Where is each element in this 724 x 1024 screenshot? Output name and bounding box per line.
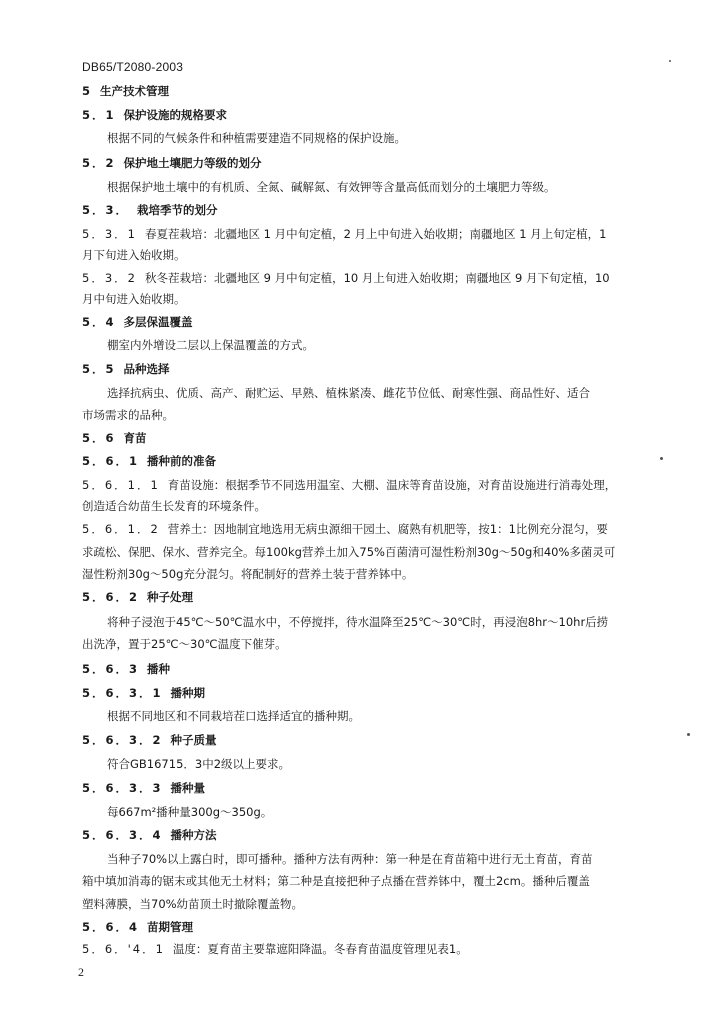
line-text: 将种子浸泡于45℃～50℃温水中，不停搅拌，待水温降至25℃～30℃时，再浸泡8hr～10hr后捞 bbox=[107, 615, 609, 629]
line-text: 播种方法 bbox=[170, 828, 217, 842]
section-heading bbox=[82, 108, 652, 123]
line-text: 温度：夏育苗主要靠遮阳降温。冬春育苗温度管理见表1。 bbox=[172, 942, 468, 956]
line-text: 保护地土壤肥力等级的划分 bbox=[123, 156, 262, 170]
line-text: 箱中填加消毒的锯末或其他无土材料；第二种是直接把种子点播在营养钵中，覆土2cm。播种后覆盖 bbox=[82, 874, 590, 888]
line-text: 栽培季节的划分 bbox=[137, 203, 218, 217]
line-text: 秋冬茬栽培：北疆地区 9 月中旬定植，10 月上旬进入始收期；南疆地区 9 月下旬定植，10 bbox=[144, 271, 610, 285]
line-text: 求疏松、保肥、保水、营养完全。每100kg营养土加入75%百菌清可湿性粉剂30g～50g和40%多菌灵可 bbox=[82, 545, 616, 559]
paragraph-line bbox=[107, 615, 677, 630]
line-text: 保护设施的规格要求 bbox=[123, 108, 228, 122]
section-number: 5．6．1 bbox=[82, 454, 140, 468]
paragraph-line bbox=[82, 271, 652, 286]
line-text: 根据保护地土壤中的有机质、全氮、碱解氮、有效钾等含量高低而划分的土壤肥力等级。 bbox=[107, 180, 556, 194]
paragraph-line bbox=[82, 292, 652, 307]
section-heading bbox=[82, 733, 652, 748]
line-text: 播种期 bbox=[170, 686, 206, 700]
paragraph-line bbox=[107, 131, 677, 146]
section-number: 5．1 bbox=[82, 108, 116, 122]
paragraph-line bbox=[107, 852, 677, 867]
line-text: 根据不同地区和不同栽培茬口选择适宜的播种期。 bbox=[107, 709, 360, 723]
paragraph-line bbox=[82, 545, 652, 560]
line-text: 品种选择 bbox=[123, 362, 170, 376]
paragraph-line bbox=[82, 522, 652, 537]
section-number: 5．6 bbox=[82, 431, 116, 445]
paragraph-line bbox=[107, 338, 677, 353]
line-text: 根据不同的气候条件和种植需要建造不同规格的保护设施。 bbox=[107, 131, 406, 145]
paragraph-line bbox=[82, 478, 652, 493]
line-text: 月中旬进入始收期。 bbox=[82, 292, 186, 306]
section-number: 5．6．3．2 bbox=[82, 733, 163, 747]
section-number: 5．3． bbox=[82, 203, 130, 217]
line-text: 每667m²播种量300g～350g。 bbox=[107, 805, 273, 819]
paragraph-line bbox=[82, 942, 652, 957]
section-number: 5．6．1．1 bbox=[82, 478, 160, 492]
scan-speck bbox=[660, 457, 663, 460]
paragraph-line bbox=[82, 499, 652, 514]
scan-speck bbox=[687, 733, 690, 736]
line-text: 苗期管理 bbox=[147, 920, 194, 934]
paragraph-line bbox=[82, 408, 652, 423]
paragraph-line bbox=[82, 637, 652, 652]
section-heading bbox=[82, 686, 652, 701]
document-code: DB65/T2080-2003 bbox=[82, 60, 184, 74]
scan-speck bbox=[669, 60, 671, 62]
line-text: 育苗 bbox=[123, 431, 147, 445]
section-heading bbox=[82, 828, 652, 843]
line-text: 湿性粉剂30g～50g充分混匀。将配制好的营养土装于营养钵中。 bbox=[82, 567, 414, 581]
line-text: 创造适合幼苗生长发育的环境条件。 bbox=[82, 499, 266, 513]
line-text: 播种前的准备 bbox=[147, 454, 217, 468]
page-number: 2 bbox=[78, 965, 84, 979]
section-heading bbox=[82, 84, 652, 99]
line-text: 市场需求的品种。 bbox=[82, 408, 174, 422]
section-heading bbox=[82, 362, 652, 377]
section-number: 5 bbox=[82, 84, 93, 98]
paragraph-line bbox=[82, 567, 652, 582]
section-number: 5．6．3．1 bbox=[82, 686, 163, 700]
section-heading bbox=[82, 454, 652, 469]
paragraph-line bbox=[82, 874, 652, 889]
line-text: 种子处理 bbox=[147, 590, 194, 604]
section-number: 5．6．2 bbox=[82, 590, 140, 604]
section-number: 5．4 bbox=[82, 315, 116, 329]
line-text: 当种子70%以上露白时，即可播种。播种方法有两种：第一种是在育苗箱中进行无土育苗，育苗 bbox=[107, 852, 593, 866]
section-heading bbox=[82, 431, 652, 446]
section-heading bbox=[82, 781, 652, 796]
paragraph-line bbox=[107, 709, 677, 724]
paragraph-line bbox=[82, 227, 652, 242]
line-text: 棚室内外增设二层以上保温覆盖的方式。 bbox=[107, 338, 314, 352]
section-heading bbox=[82, 662, 652, 677]
section-heading bbox=[82, 920, 652, 935]
line-text: 营养土：因地制宜地选用无病虫源细干园土、腐熟有机肥等，按1：1比例充分混匀，要 bbox=[167, 522, 608, 536]
line-text: 塑料薄膜，当70%幼苗顶土时撤除覆盖物。 bbox=[82, 897, 304, 911]
section-number: 5．6．4 bbox=[82, 920, 140, 934]
section-heading bbox=[82, 590, 652, 605]
section-number: 5．6．3 bbox=[82, 662, 140, 676]
section-number: 5．3．2 bbox=[82, 271, 137, 285]
line-text: 播种 bbox=[147, 662, 171, 676]
section-number: 5．2 bbox=[82, 156, 116, 170]
section-number: 5．6．'4．1 bbox=[82, 942, 165, 956]
line-text: 选择抗病虫、优质、高产、耐贮运、早熟、植株紧凑、雌花节位低、耐寒性强、商品性好、适合 bbox=[107, 386, 590, 400]
paragraph-line bbox=[107, 180, 677, 195]
line-text: 生产技术管理 bbox=[100, 84, 170, 98]
line-text: 月下旬进入始收期。 bbox=[82, 248, 186, 262]
line-text: 多层保温覆盖 bbox=[123, 315, 193, 329]
paragraph-line bbox=[82, 248, 652, 263]
line-text: 播种量 bbox=[170, 781, 206, 795]
section-heading bbox=[82, 315, 652, 330]
paragraph-line bbox=[107, 757, 677, 772]
paragraph-line bbox=[107, 386, 677, 401]
section-number: 5．6．3．3 bbox=[82, 781, 163, 795]
line-text: 种子质量 bbox=[170, 733, 217, 747]
section-number: 5．6．1．2 bbox=[82, 522, 160, 536]
line-text: 育苗设施：根据季节不同选用温室、大棚、温床等育苗设施，对育苗设施进行消毒处理， bbox=[167, 478, 617, 492]
section-heading bbox=[82, 156, 652, 171]
line-text: 出洗净，置于25℃～30℃温度下催芽。 bbox=[82, 637, 287, 651]
section-number: 5．5 bbox=[82, 362, 116, 376]
section-number: 5．3．1 bbox=[82, 227, 137, 241]
section-number: 5．6．3．4 bbox=[82, 828, 163, 842]
line-text: 春夏茬栽培：北疆地区 1 月中旬定植，2 月上中旬进入始收期；南疆地区 1 月上旬定植，1 bbox=[144, 227, 607, 241]
paragraph-line bbox=[107, 805, 677, 820]
line-text: 符合GB16715．3中2级以上要求。 bbox=[107, 757, 291, 771]
paragraph-line bbox=[82, 897, 652, 912]
section-heading bbox=[82, 203, 652, 218]
